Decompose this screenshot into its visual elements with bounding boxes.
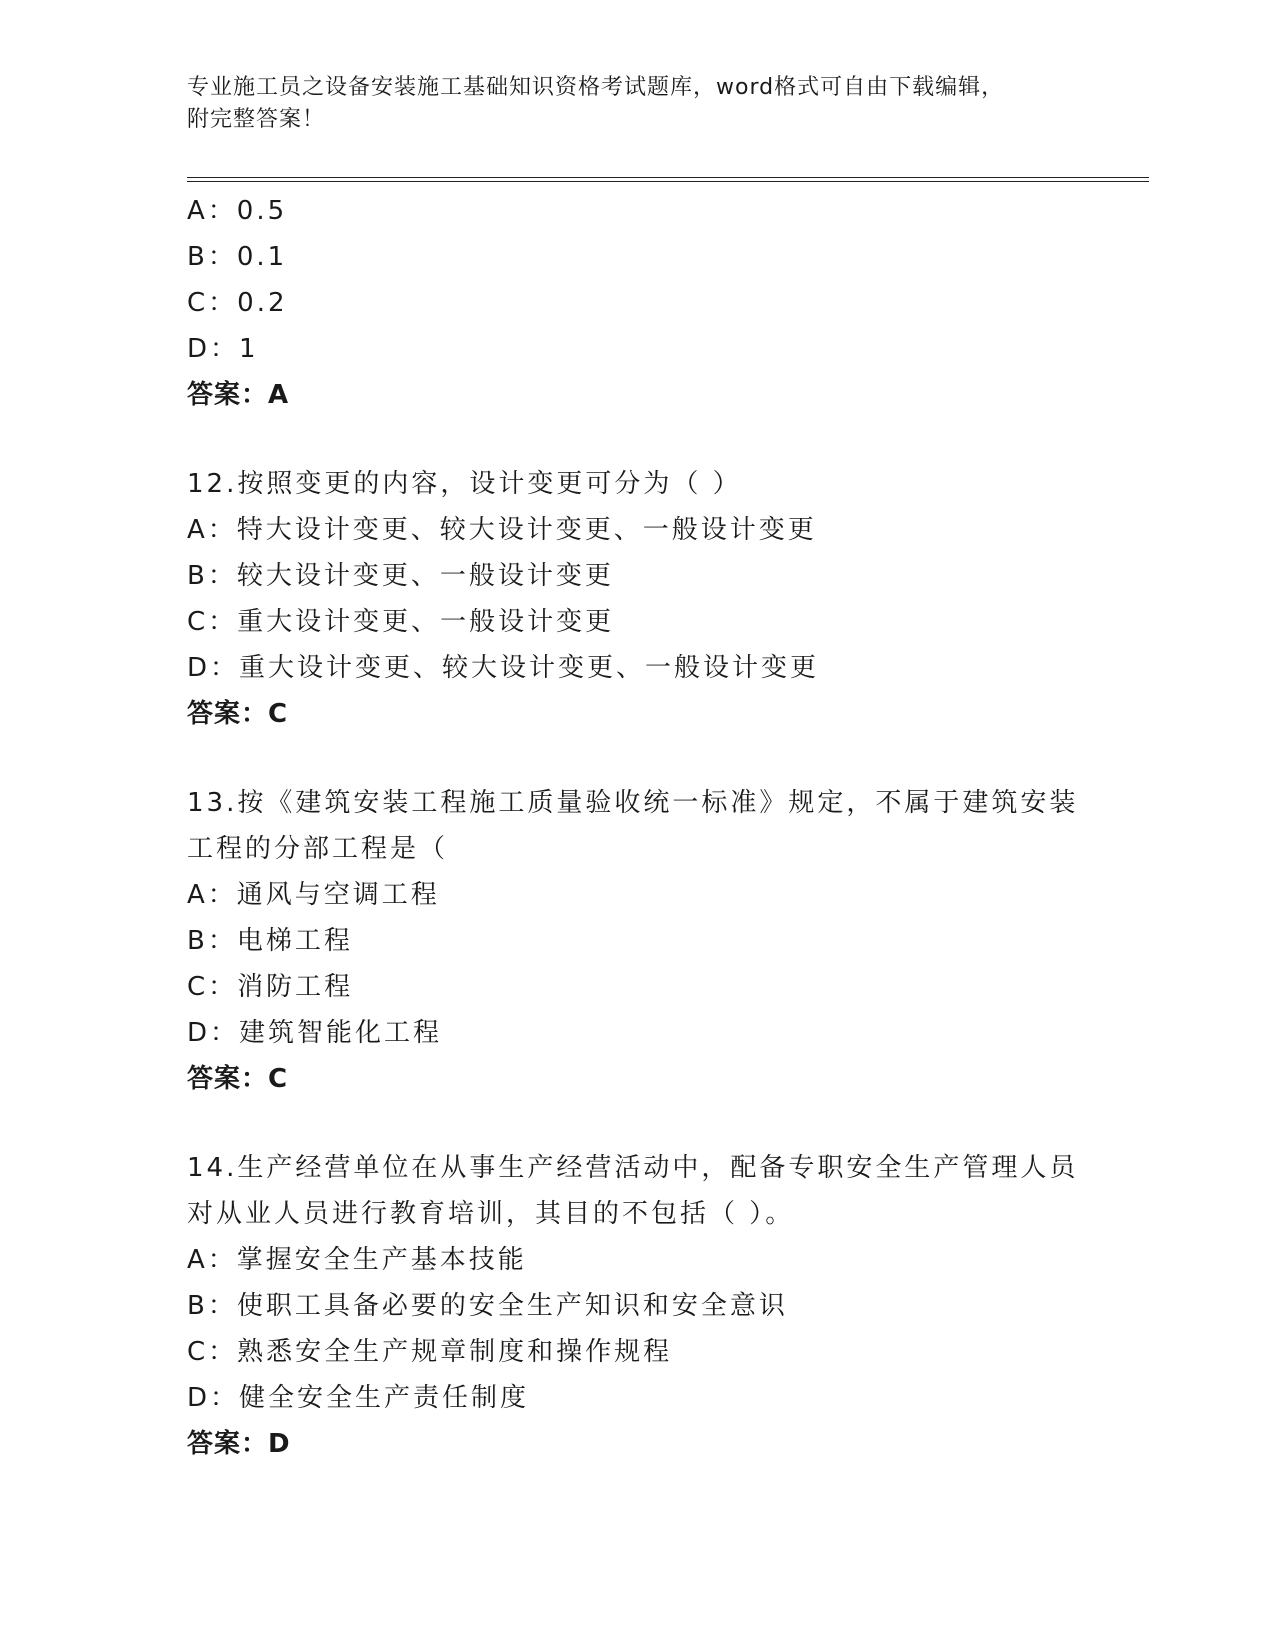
question-block-14 [187, 1145, 1087, 1467]
option-c: C：0.2 [187, 288, 288, 318]
question-text: 12.按照变更的内容，设计变更可分为（ ） [187, 469, 742, 499]
option-d: D：1 [187, 334, 259, 364]
header-divider [187, 177, 1149, 182]
answer-line: 答案：D [187, 1429, 291, 1459]
question-text-line-1: 13.按《建筑安装工程施工质量验收统一标准》规定，不属于建筑安装 [187, 788, 1079, 818]
option-c: C：消防工程 [187, 972, 354, 1002]
header-line-2: 附完整答案！ [187, 107, 326, 132]
question-text-line-1: 14.生产经营单位在从事生产经营活动中，配备专职安全生产管理人员 [187, 1153, 1079, 1183]
question-text-line-2: 对从业人员进行教育培训，其目的不包括（ ）。 [187, 1199, 795, 1229]
option-a: A：通风与空调工程 [187, 880, 440, 910]
answer-line: 答案：C [187, 1064, 289, 1094]
option-b: B：使职工具备必要的安全生产知识和安全意识 [187, 1291, 788, 1321]
option-d: D：重大设计变更、较大设计变更、一般设计变更 [187, 653, 820, 683]
question-text-line-2: 工程的分部工程是（ [187, 834, 449, 864]
option-a: A：0.5 [187, 196, 288, 226]
question-block-13 [187, 780, 1087, 1102]
option-c: C：重大设计变更、一般设计变更 [187, 607, 615, 637]
option-c: C：熟悉安全生产规章制度和操作规程 [187, 1337, 673, 1367]
option-a: A：特大设计变更、较大设计变更、一般设计变更 [187, 515, 817, 545]
document-header [187, 72, 1087, 136]
option-a: A：掌握安全生产基本技能 [187, 1245, 527, 1275]
option-b: B：0.1 [187, 242, 288, 272]
option-b: B：较大设计变更、一般设计变更 [187, 561, 614, 591]
question-block-12 [187, 461, 1087, 737]
answer-line: 答案：A [187, 380, 290, 410]
question-list [187, 188, 1087, 1467]
answer-line: 答案：C [187, 699, 289, 729]
header-line-1: 专业施工员之设备安装施工基础知识资格考试题库，word格式可自由下载编辑， [187, 75, 1005, 100]
option-d: D：建筑智能化工程 [187, 1018, 443, 1048]
option-b: B：电梯工程 [187, 926, 353, 956]
question-block-11 [187, 188, 1087, 418]
option-d: D：健全安全生产责任制度 [187, 1383, 530, 1413]
